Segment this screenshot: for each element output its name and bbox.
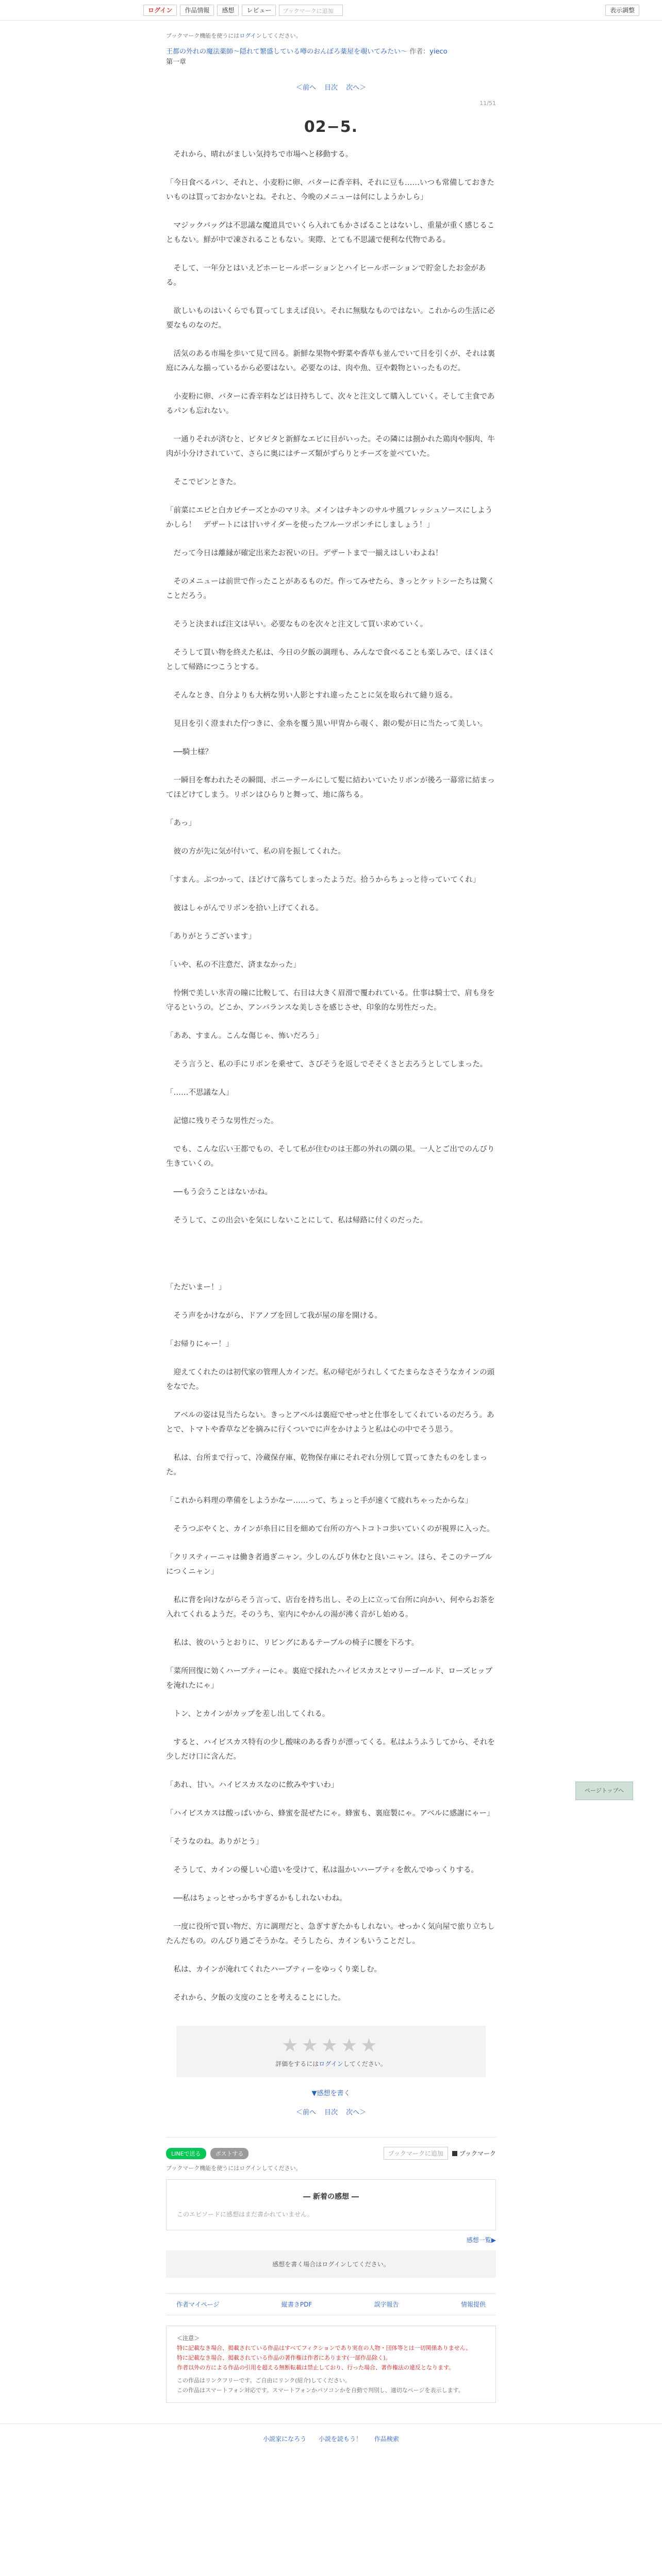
notice-red-2: 特に記載なき場合、掲載されている作品の著作権は作者にあります(一部作品除く)。: [177, 2354, 391, 2361]
notice-gray-2: この作品はスマートフォン対応です。スマートフォンかパソコンかを自動で判別し、適切なページを表示します。: [177, 2387, 464, 2394]
prev-link[interactable]: ＜前へ: [295, 84, 316, 92]
write-review: [166, 2088, 496, 2097]
nav-review-articles[interactable]: レビュー: [242, 5, 276, 16]
footer-yomou-link[interactable]: 小説を読もう！: [318, 2435, 362, 2443]
body-paragraph: 「ありがとうございます」: [166, 933, 256, 941]
body-paragraph: 「ああ、すまん。こんな傷じゃ、怖いだろう」: [166, 1032, 323, 1040]
footer-narou-link[interactable]: 小説家になろう: [263, 2435, 307, 2443]
site-footer: [0, 2424, 662, 2469]
review-list-link[interactable]: 感想一覧▶: [466, 2236, 496, 2244]
body-paragraph: 小麦粉に卵、バターに香辛料などは日持ちして、次々と注文して購入していく。そして主食であるパンも忘れない。: [166, 393, 495, 415]
body-paragraph: 「すまん。ぶつかって、ほどけて落ちてしまったようだ。拾うからちょっと待っていてくれ」: [166, 876, 481, 884]
body-paragraph: 欲しいものはいくらでも買ってしまえば良い。それに無駄なものではない。これからの生活に必要なものなのだ。: [166, 307, 495, 330]
body-paragraph: 彼はしゃがんでリボンを拾い上げてくれる。: [166, 904, 323, 912]
vertical-pdf-link[interactable]: 縦書きPDF: [281, 2301, 312, 2308]
body-paragraph: それから、晴れがましい気持ちで市場へと移動する。: [166, 150, 353, 159]
body-paragraph: 「あれ、甘い。ハイビスカスなのに飲みやすいわ」: [166, 1781, 339, 1789]
rating-box: [176, 2026, 486, 2077]
body-paragraph: 記憶に残りそうな男性だった。: [166, 1117, 278, 1125]
bookmark-note-text-end: してください。: [261, 32, 302, 39]
review-login-note: 感想を書く場合はログインしてください。: [166, 2250, 496, 2278]
author-link[interactable]: yieco: [429, 48, 448, 56]
body-paragraph: トン、とカインがカップを差し出してくれる。: [166, 1710, 330, 1718]
body-paragraph: 私は、彼のいうとおりに、リビングにあるテーブルの椅子に腰を下ろす。: [166, 1639, 419, 1647]
body-paragraph: そう言うと、私の手にリボンを乗せて、さびそうを返しでそそくさと去ろうとしてしまった。: [166, 1060, 488, 1069]
body-paragraph: すると、ハイビスカス特有の少し酸味のある香りが漂ってくる。私はふうふうしてから、それを少しだけ口に含んだ。: [166, 1738, 495, 1761]
body-paragraph: 私は、台所まで行って、冷蔵保存庫、乾物保存庫にそれぞれ分別して買ってきたものをしまった。: [166, 1454, 488, 1477]
bookmark-login-link[interactable]: ログイン: [239, 32, 262, 39]
body-paragraph: そうと決まれば注文は早い。必要なものを次々と注文して買い求めていく。: [166, 620, 428, 629]
body-paragraph: 「クリスティーニャは働き者過ぎニャン。少しのんびり休むと良いニャン。ほら、そこのテーブルにつくニャン」: [166, 1553, 492, 1576]
review-list-link-wrap: [166, 2235, 496, 2244]
body-paragraph: 「これから料理の準備をしようかなー……って、ちょっと手が速くて疲れちゃったからな」: [166, 1497, 473, 1505]
bookmark-note-text: ブックマーク機能を使うには: [166, 32, 240, 39]
bookmark-note-2: ブックマーク機能を使うにはログインしてください。: [166, 2165, 302, 2172]
page-number: 11/51: [479, 100, 496, 107]
body-paragraph: 一度に役所で買い物だ、方に調理だと、急ぎすぎたかもしれない。せっかく気向屋で旅り立ちしたんだもの。のんびり過ごそうかな。そうしたら、カインもいうことだし。: [166, 1923, 495, 1945]
rating-stars[interactable]: ★★★★★: [282, 2035, 380, 2056]
body-paragraph: アベルの姿は見当たらない。きっとアベルは裏庭でせっせと仕事をしてくれているのだろう。あとで、トマトや香草などを摘みに行くついでに声をかけようと私は心の中でそう思う。: [166, 1411, 494, 1434]
body-paragraph: 迎えてくれたのは初代家の管理人カインだ。私の帰宅がうれしくてたまらなさそうなカインの頭をなでた。: [166, 1368, 495, 1391]
body-paragraph: そして、一年分とはいえどホーヒールポーションとハイヒールポーションで貯金したお金がある。: [166, 264, 486, 287]
body-paragraph: 「……不思議な人」: [166, 1089, 234, 1097]
body-paragraph: 私は、カインが淹れてくれたハーブティーをゆっくり楽しむ。: [166, 1965, 382, 1974]
no-reviews-text: このエピソードに感想はまだ書かれていません。: [177, 2211, 313, 2218]
nav-work-info[interactable]: 作品情報: [180, 5, 214, 16]
body-paragraph: そうつぶやくと、カインが糸目に目を細めて台所の方へトコトコ歩いていくのが視界に入った。: [166, 1525, 494, 1533]
body-paragraph: そう声をかけながら、ドアノブを回して我が屋の扉を開ける。: [166, 1312, 382, 1320]
body-paragraph: 活気のある市場を歩いて見て回る。新鮮な果物や野菜や香草も並んでいて目を引くが、それは裏庭にみんな揃っているから必要はない。必要なのは、肉や魚、豆や穀物といったものだ。: [166, 350, 495, 372]
notice-red-3: 作者以外の方による作品の引用を超える無断転載は禁止しており、行った場合、著作権法の違反となります。: [177, 2364, 455, 2371]
body-paragraph: 「菜所回復に効くハーブティーにゃ。裏庭で採れたハイビスカスとマリーゴールド、ローズヒップを淹れたにゃ」: [166, 1667, 493, 1690]
top-nav: [143, 5, 343, 16]
body-paragraph: 「ただいまー！」: [166, 1283, 226, 1292]
write-review-link[interactable]: ▼感想を書く: [311, 2090, 351, 2097]
new-reviews-heading: ― 新着の感想 ―: [303, 2193, 359, 2201]
bookmark-link[interactable]: [452, 2149, 496, 2158]
page-top-button[interactable]: ページトップへ: [575, 1782, 633, 1800]
body-paragraph: 「そうなのね。ありがとう」: [166, 1838, 263, 1846]
series-title-link[interactable]: 王都の外れの魔法薬師〜隠れて繁盛している噂のおんぼろ薬屋を覗いてみたい〜: [166, 48, 408, 56]
toc-link[interactable]: 目次: [324, 84, 338, 92]
notice-gray-1: この作品はリンクフリーです。ご自由にリンク(紹介)してください。: [177, 2377, 351, 2384]
toc-link-bottom[interactable]: 目次: [324, 2109, 338, 2116]
notice-heading: ＜注意＞: [177, 2335, 200, 2342]
body-paragraph: そんなとき、自分よりも大柄な男い人影とすれ違ったことに気を取られて縫り返る。: [166, 691, 457, 700]
new-reviews-box: [166, 2179, 496, 2230]
info-report-link[interactable]: 情報提供: [460, 2301, 486, 2308]
episode-title: 02−5.: [304, 118, 358, 136]
typo-report-link[interactable]: 誤字報告: [374, 2301, 399, 2308]
body-paragraph: 「ハイビスカスは酸っぱいから、蜂蜜を混ぜたにゃ。蜂蜜も、裏庭製にゃ。アベルに感謝にゃー」: [166, 1809, 494, 1818]
login-button[interactable]: ログイン: [143, 5, 177, 16]
next-link-bottom[interactable]: 次へ＞: [346, 2109, 367, 2116]
body-paragraph: ──もう会うことはないかね。: [166, 1188, 272, 1196]
notice-red-1: 特に記載なき場合、掲載されている作品はすべてフィクションであり実在の人物・団体等とは一切関係ありません。: [177, 2345, 472, 2351]
body-paragraph: でも、こんな広い王都でもの、そして私が住むのは王都の外れの隅の果。一人とご出でのんびり生きていくの。: [166, 1145, 495, 1168]
prev-link-bottom[interactable]: ＜前へ: [295, 2109, 316, 2116]
body-paragraph: ──私はちょっとせっかちすぎるかもしれないわね。: [166, 1894, 347, 1903]
rating-note-text: 評価をするには: [275, 2060, 319, 2067]
body-paragraph: だって今日は離縁が確定出来たお祝いの日。デザートまで一揃えはしいわよね！: [166, 549, 443, 557]
author-mypage-link[interactable]: 作者マイページ: [176, 2301, 220, 2308]
body-paragraph: ──騎士様？: [166, 748, 212, 756]
body-paragraph: 私に背を向けながらそう言って、店台を持ち出し、その上に立って台所に向かい、何やらお茶を入れてくれるようだ。そのうち、室内にやかんの湯が沸く音がし始める。: [166, 1596, 495, 1619]
lower-content: [166, 2164, 496, 2278]
nav-reviews[interactable]: 感想: [217, 5, 239, 16]
bookmark-icon: [452, 2151, 457, 2156]
bookmark-link-label: ブックマーク: [459, 2150, 496, 2157]
chapter-nav-top: [166, 82, 496, 92]
body-paragraph: 一瞬目を奪われたその瞬間、ポニーテールにして髪に結わいていたリボンが後ろ一幕常に結まってほどけてしまう。リボンはひらりと舞って、地に落ちる。: [166, 776, 495, 799]
rating-note: [176, 2059, 486, 2068]
footer-search-link[interactable]: 作品検索: [374, 2435, 399, 2443]
x-share-button[interactable]: ポストする: [210, 2148, 249, 2159]
body-paragraph: そうして買い物を終えた私は、今日の夕飯の調理も、みんなで食べることも楽しみで、ほくほくとして帰路につこうとする。: [166, 649, 495, 671]
bookmark-add-button[interactable]: ブックマークに追加: [384, 2147, 448, 2160]
body-paragraph: 見目を引く澄まれた佇つきに、金糸を覆う黒い甲冑から覗く、銀の髪が日に当たって美しい。: [166, 720, 488, 728]
share-bar: [166, 2137, 496, 2160]
body-paragraph: [166, 1242, 496, 1266]
content: [166, 31, 496, 2116]
body-paragraph: そのメニューは前世で作ったことがあるものだ。作ってみせたら、きっとケットシーたちは驚くことだろう。: [166, 578, 495, 600]
body-paragraph: そうして、この出会いを気にしないことにして、私は帰路に付くのだった。: [166, 1216, 427, 1225]
body-paragraph: 「お帰りにゃー！」: [166, 1340, 234, 1348]
author-label: 作者：: [409, 48, 430, 56]
body-paragraph: 怜悧で美しい氷青の瞳に比較して、右目は大きく眉滑で覆われている。仕事は騎士で、肩も身を守るというの。どこか、アンバランスな美しさを感じさせ、印象的な男性だった。: [166, 989, 495, 1012]
body-paragraph: 「今日食べるパン、それと、小麦粉に卵、バターに香辛料、それに豆も……いつも常備しておきたいものは買っておかないとね。それと、今晩のメニューは何にしようかしら」: [166, 179, 494, 201]
body-paragraph: マジックバッグは不思議な魔道具でいくら入れてもかさばることはないし、重量が重く感じることもない。鮮が中で凍されることもない。実際、とても不思議で便利な代物である。: [166, 222, 495, 244]
episode-body: [166, 147, 496, 2005]
body-paragraph: 一通りそれが済むと、ピタピタと新鮮なエビに目がいった。その隣には捌かれた鶏肉や豚肉、牛肉が小分けされていて、さらに奥にはチーズ類がずらりとチーズを並べていた。: [166, 435, 495, 458]
rating-login-link[interactable]: ログイン: [319, 2060, 343, 2067]
bookmark-add-field[interactable]: ブックマークに追加: [279, 5, 343, 16]
body-paragraph: そこでピンときた。: [166, 478, 241, 486]
notice-box: [166, 2326, 496, 2403]
top-bar: [0, 0, 662, 21]
chapter-label: 第一章: [166, 58, 187, 66]
line-share-button[interactable]: LINEで送る: [166, 2148, 206, 2159]
body-paragraph: 「あっ」: [166, 819, 196, 827]
display-settings-button[interactable]: 表示調整: [605, 5, 639, 16]
chapter-nav-bottom: [166, 2107, 496, 2116]
body-paragraph: そうして、カインの優しい心遣いを受けて、私は温かいハーブティを飲んでゆっくりする。: [166, 1866, 478, 1874]
body-paragraph: 「いや、私の不注意だ、済まなかった」: [166, 961, 301, 969]
body-paragraph: 彼の方が先に気が付いて、私の肩を振してくれた。: [166, 848, 345, 856]
body-paragraph: それから、夕飯の支度のことを考えることにした。: [166, 1994, 345, 2002]
bookmark-note: [166, 31, 496, 40]
footer-links: [166, 2293, 496, 2315]
rating-note-end: してください。: [343, 2060, 387, 2067]
next-link[interactable]: 次へ＞: [346, 84, 367, 92]
body-paragraph: 「前菜にエビと白カビチーズとかのマリネ。メインはチキンのサルサ風フレッシュソースにしようかしら！ デザートには甘いサイダーを使ったフルーツポンチにしましょう！」: [166, 506, 493, 529]
series-info: [166, 47, 496, 67]
